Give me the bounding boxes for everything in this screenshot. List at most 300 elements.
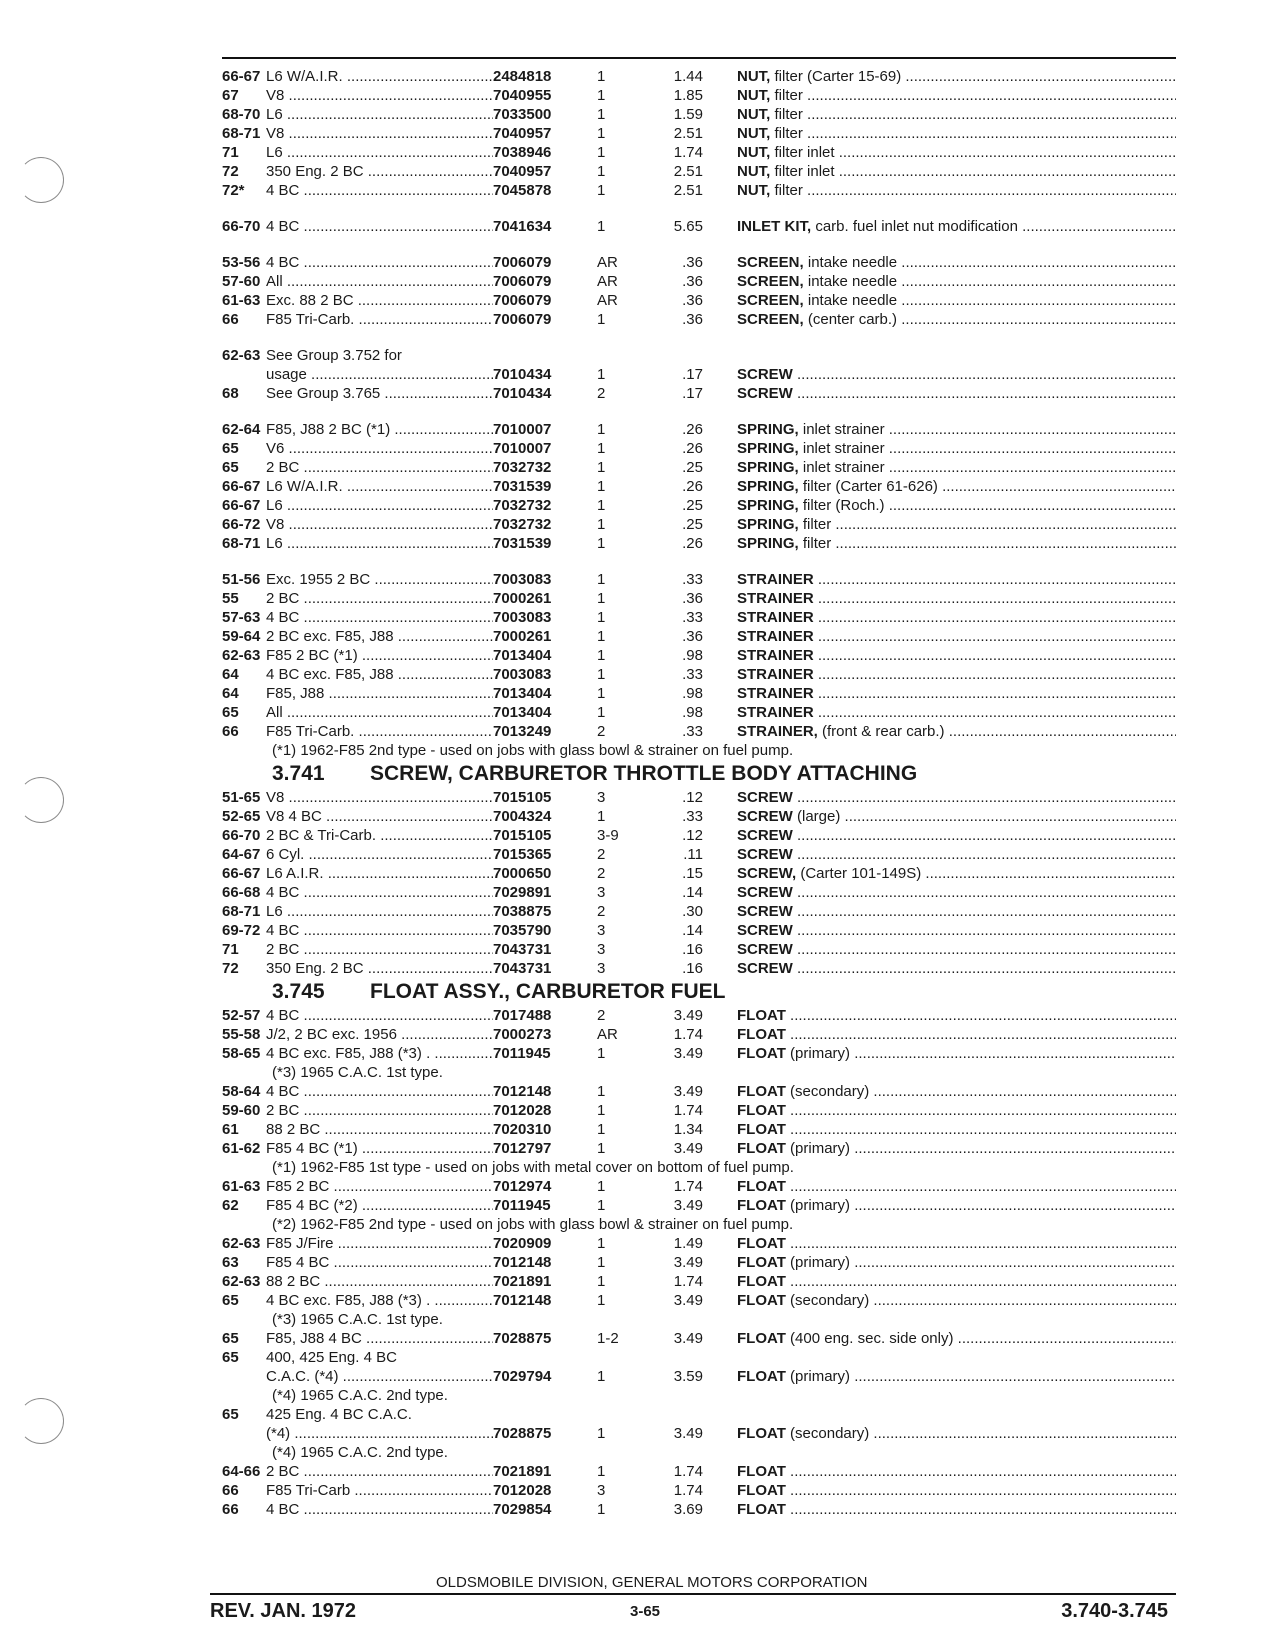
year-cell: 67	[222, 87, 239, 104]
footnote: (*3) 1965 C.A.C. 1st type.	[272, 1064, 443, 1081]
price-cell: .36	[682, 628, 703, 645]
part-number-cell: 7012797	[493, 1140, 552, 1157]
part-number-cell: 7006079	[493, 292, 552, 309]
price-cell: .14	[682, 884, 703, 901]
part-name: STRAINER	[737, 704, 814, 721]
part-number-cell: 7003083	[493, 609, 552, 626]
application-cell: F85, J88 2 BC (*1) .....	[266, 420, 493, 439]
application-cell: All .....	[266, 703, 493, 722]
quantity-cell: 1	[597, 366, 606, 383]
part-number-cell: 7006079	[493, 273, 552, 290]
part-detail: intake needle	[807, 254, 898, 271]
footer-revision: REV. JAN. 1972	[210, 1600, 357, 1622]
application-cell: L6 .....	[266, 143, 493, 162]
application-cell: 4 BC exc. F85, J88 .....	[266, 665, 493, 684]
year-cell: 59-60	[222, 1102, 261, 1119]
part-detail: filter	[774, 106, 803, 123]
quantity-cell: 1	[597, 1425, 606, 1442]
year-cell: 66	[222, 311, 239, 328]
part-name: STRAINER	[737, 590, 814, 607]
quantity-cell: 3	[597, 1482, 606, 1499]
part-number-cell: 7043731	[493, 941, 552, 958]
footer-page-number: 3-65	[630, 1603, 661, 1620]
part-name: SCREW	[737, 366, 793, 383]
year-cell: 72	[222, 163, 239, 180]
part-name: SCREW,	[737, 865, 797, 882]
year-cell: 72*	[222, 182, 245, 199]
description-cell	[737, 124, 1176, 143]
year-cell: 61-63	[222, 292, 261, 309]
quantity-cell: 1	[597, 182, 606, 199]
table-row	[222, 608, 1176, 627]
description-cell	[737, 181, 1176, 200]
quantity-cell: AR	[597, 1026, 618, 1043]
price-cell: .26	[682, 421, 703, 438]
part-name: STRAINER	[737, 571, 814, 588]
part-detail: filter	[774, 87, 803, 104]
quantity-cell	[597, 1405, 635, 1424]
part-number-cell: 7013404	[493, 704, 552, 721]
price-cell: .98	[682, 685, 703, 702]
year-cell: 57-63	[222, 609, 261, 626]
year-cell: 63	[222, 1254, 239, 1271]
application-cell: (*4) .....	[266, 1424, 493, 1443]
quantity-cell: 1	[597, 1102, 606, 1119]
year-cell: 66-67	[222, 865, 261, 882]
application-cell: F85 4 BC (*2) .....	[266, 1196, 493, 1215]
description-cell	[737, 1424, 1176, 1443]
quantity-cell: AR	[597, 273, 618, 290]
part-number-cell: 7013404	[493, 647, 552, 664]
year-cell: 58-65	[222, 1045, 261, 1062]
table-row	[222, 570, 1176, 589]
application-cell: 4 BC .....	[266, 921, 493, 940]
quantity-cell: 1	[597, 106, 606, 123]
price-cell: .16	[682, 941, 703, 958]
part-number-cell: 7012974	[493, 1178, 552, 1195]
description-cell	[737, 665, 1176, 684]
year-cell: 66	[222, 1501, 239, 1518]
part-name: NUT,	[737, 144, 771, 161]
part-number-cell: 7006079	[493, 311, 552, 328]
part-number-cell: 7013404	[493, 685, 552, 702]
table-row	[222, 1272, 1176, 1291]
table-row	[222, 940, 1176, 959]
part-number-cell: 7031539	[493, 535, 552, 552]
year-cell: 62	[222, 1197, 239, 1214]
description-cell	[737, 1291, 1176, 1310]
section-number: 3.741	[272, 762, 325, 785]
section-number: 3.745	[272, 980, 325, 1003]
table-row	[222, 162, 1176, 181]
application-cell: F85 Tri-Carb .....	[266, 1481, 493, 1500]
price-cell: .33	[682, 723, 703, 740]
year-cell: 59-64	[222, 628, 261, 645]
year-cell: 65	[222, 440, 239, 457]
part-number-cell	[493, 1348, 597, 1367]
part-number-cell: 7010434	[493, 366, 552, 383]
part-name: FLOAT	[737, 1140, 786, 1157]
year-cell: 62-63	[222, 347, 261, 364]
part-name: NUT,	[737, 87, 771, 104]
year-cell: 64-67	[222, 846, 261, 863]
price-cell: 1.74	[673, 1102, 703, 1119]
application-cell: 4 BC .....	[266, 1082, 493, 1101]
price-cell: 3.69	[673, 1501, 703, 1518]
part-detail: (secondary)	[790, 1292, 870, 1309]
price-cell: .98	[682, 647, 703, 664]
footnote: (*4) 1965 C.A.C. 2nd type.	[272, 1387, 448, 1404]
table-row	[222, 684, 1176, 703]
description-cell	[737, 477, 1176, 496]
part-number-cell: 7000261	[493, 628, 552, 645]
application-cell: F85 2 BC (*1) .....	[266, 646, 493, 665]
application-cell: F85 J/Fire .....	[266, 1234, 493, 1253]
year-cell: 62-63	[222, 647, 261, 664]
part-name: SPRING,	[737, 459, 799, 476]
description-cell	[737, 1177, 1176, 1196]
part-number-cell: 7029854	[493, 1501, 552, 1518]
year-cell: 72	[222, 960, 239, 977]
application-cell: L6 .....	[266, 902, 493, 921]
part-name: SPRING,	[737, 421, 799, 438]
year-cell: 68-71	[222, 535, 261, 552]
description-cell	[737, 291, 1176, 310]
table-row	[222, 346, 1176, 365]
price-cell: .36	[682, 254, 703, 271]
quantity-cell: 1	[597, 478, 606, 495]
application-cell: usage .....	[266, 365, 493, 384]
price-cell: 3.49	[673, 1007, 703, 1024]
description-cell	[737, 703, 1176, 722]
description-cell	[737, 646, 1176, 665]
application-cell: 425 Eng. 4 BC C.A.C.	[266, 1406, 412, 1423]
table-row	[222, 384, 1176, 403]
price-cell: 3.49	[673, 1292, 703, 1309]
footnote: (*1) 1962-F85 2nd type - used on jobs with glass bowl & strainer on fuel pump.	[272, 742, 794, 759]
price-cell: 1.49	[673, 1235, 703, 1252]
table-row	[222, 1424, 1176, 1443]
part-name: SCREW	[737, 846, 793, 863]
application-cell: 350 Eng. 2 BC .....	[266, 162, 493, 181]
year-cell: 65	[222, 1406, 239, 1423]
price-cell: .16	[682, 960, 703, 977]
year-cell: 62-63	[222, 1235, 261, 1252]
quantity-cell: AR	[597, 254, 618, 271]
part-number-cell: 7010007	[493, 421, 552, 438]
part-name: FLOAT	[737, 1463, 786, 1480]
part-detail: (primary)	[790, 1140, 851, 1157]
part-number-cell: 7011945	[493, 1197, 551, 1214]
part-detail: carb. fuel inlet nut modification	[815, 218, 1018, 235]
year-cell: 53-56	[222, 254, 261, 271]
part-name: SCREW	[737, 922, 793, 939]
price-cell: .25	[682, 497, 703, 514]
description-cell	[737, 365, 1176, 384]
application-cell: 4 BC .....	[266, 253, 493, 272]
application-cell: 2 BC .....	[266, 458, 493, 477]
application-cell: 4 BC exc. F85, J88 (*3) . .....	[266, 1291, 493, 1310]
quantity-cell: 1-2	[597, 1330, 619, 1347]
price-cell: .33	[682, 571, 703, 588]
part-name: SCREW	[737, 941, 793, 958]
part-name: SCREW	[737, 903, 793, 920]
quantity-cell: 1	[597, 1463, 606, 1480]
part-number-cell: 7012148	[493, 1292, 552, 1309]
price-cell	[635, 1348, 737, 1367]
table-row	[222, 1481, 1176, 1500]
price-cell: 3.49	[673, 1425, 703, 1442]
table-row	[222, 921, 1176, 940]
quantity-cell: 1	[597, 535, 606, 552]
year-cell: 65	[222, 1330, 239, 1347]
quantity-cell: 1	[597, 1197, 606, 1214]
part-name: FLOAT	[737, 1121, 786, 1138]
part-name: SCREEN,	[737, 292, 804, 309]
part-name: NUT,	[737, 182, 771, 199]
part-name: FLOAT	[737, 1368, 786, 1385]
quantity-cell: 1	[597, 685, 606, 702]
part-detail: filter inlet	[774, 144, 835, 161]
year-cell: 61-62	[222, 1140, 261, 1157]
description-cell	[737, 589, 1176, 608]
year-cell: 65	[222, 459, 239, 476]
description-cell	[737, 534, 1176, 553]
part-name: FLOAT	[737, 1482, 786, 1499]
year-cell: 66-70	[222, 827, 261, 844]
table-row	[222, 646, 1176, 665]
part-number-cell: 7012148	[493, 1254, 552, 1271]
application-cell: 2 BC exc. F85, J88 .....	[266, 627, 493, 646]
part-number-cell: 7012028	[493, 1102, 552, 1119]
description-cell	[737, 921, 1176, 940]
quantity-cell: 1	[597, 1140, 606, 1157]
year-cell: 61	[222, 1121, 239, 1138]
part-name: NUT,	[737, 106, 771, 123]
part-name: SCREEN,	[737, 311, 804, 328]
price-cell: 1.85	[673, 87, 703, 104]
price-cell: 3.49	[673, 1254, 703, 1271]
description-cell	[737, 788, 1176, 807]
part-name: SPRING,	[737, 440, 799, 457]
table-row	[222, 1120, 1176, 1139]
description-cell	[737, 1120, 1176, 1139]
table-row	[222, 534, 1176, 553]
application-cell: 4 BC .....	[266, 883, 493, 902]
description-cell	[737, 1481, 1176, 1500]
quantity-cell: 1	[597, 459, 606, 476]
application-cell: V8 .....	[266, 515, 493, 534]
year-cell: 65	[222, 1292, 239, 1309]
year-cell: 65	[222, 1349, 239, 1366]
price-cell: .33	[682, 808, 703, 825]
price-cell	[635, 346, 737, 365]
table-row	[222, 1405, 1176, 1424]
quantity-cell: 2	[597, 903, 606, 920]
punch-hole-middle	[18, 777, 64, 823]
part-number-cell: 7021891	[493, 1273, 552, 1290]
application-cell: J/2, 2 BC exc. 1956 .....	[266, 1025, 493, 1044]
part-number-cell: 7020310	[493, 1121, 552, 1138]
table-row	[222, 722, 1176, 741]
table-row	[222, 458, 1176, 477]
application-cell: 4 BC .....	[266, 217, 493, 236]
part-detail: (large)	[797, 808, 841, 825]
part-number-cell: 7017488	[493, 1007, 552, 1024]
table-row	[222, 1348, 1176, 1367]
description-cell	[737, 1462, 1176, 1481]
quantity-cell: 1	[597, 666, 606, 683]
quantity-cell: 1	[597, 704, 606, 721]
part-name: SCREEN,	[737, 254, 804, 271]
quantity-cell: 3	[597, 960, 606, 977]
description-cell	[737, 67, 1176, 86]
quantity-cell: 1	[597, 311, 606, 328]
price-cell: .25	[682, 516, 703, 533]
application-cell: 2 BC & Tri-Carb. .....	[266, 826, 493, 845]
table-row	[222, 124, 1176, 143]
part-number-cell: 7000261	[493, 590, 552, 607]
punch-hole-top	[18, 157, 64, 203]
quantity-cell: 1	[597, 421, 606, 438]
quantity-cell: 3-9	[597, 827, 619, 844]
part-number-cell	[493, 1405, 597, 1424]
price-cell: .17	[682, 366, 703, 383]
quantity-cell: 1	[597, 628, 606, 645]
part-name: STRAINER	[737, 647, 814, 664]
application-cell: 4 BC .....	[266, 181, 493, 200]
year-cell: 71	[222, 941, 239, 958]
table-row	[222, 496, 1176, 515]
part-detail: filter (Carter 61-626)	[802, 478, 938, 495]
year-cell: 68-70	[222, 106, 261, 123]
footer-section-range: 3.740-3.745	[1061, 1600, 1168, 1622]
part-detail: (center carb.)	[807, 311, 898, 328]
table-row	[222, 807, 1176, 826]
table-row	[222, 1177, 1176, 1196]
quantity-cell: 1	[597, 516, 606, 533]
table-row	[222, 864, 1176, 883]
part-number-cell: 7015105	[493, 789, 552, 806]
table-row	[222, 86, 1176, 105]
part-name: FLOAT	[737, 1425, 786, 1442]
application-cell: See Group 3.752 for	[266, 347, 402, 364]
price-cell: .33	[682, 609, 703, 626]
part-name: NUT,	[737, 68, 771, 85]
quantity-cell: 1	[597, 163, 606, 180]
table-row	[222, 310, 1176, 329]
part-detail: inlet strainer	[802, 440, 885, 457]
year-cell: 66-67	[222, 478, 261, 495]
price-cell: 1.74	[673, 1463, 703, 1480]
quantity-cell: 2	[597, 723, 606, 740]
table-row	[222, 291, 1176, 310]
description-cell	[737, 902, 1176, 921]
year-cell	[222, 365, 266, 384]
part-detail: intake needle	[807, 273, 898, 290]
punch-hole-bottom	[18, 1398, 64, 1444]
description-cell	[737, 807, 1176, 826]
quantity-cell: 2	[597, 385, 606, 402]
part-number-cell: 7010007	[493, 440, 552, 457]
quantity-cell: 1	[597, 590, 606, 607]
table-row	[222, 1500, 1176, 1519]
footnote: (*4) 1965 C.A.C. 2nd type.	[272, 1444, 448, 1461]
quantity-cell: 1	[597, 87, 606, 104]
year-cell	[222, 1424, 266, 1443]
price-cell: 3.49	[673, 1330, 703, 1347]
table-row	[222, 1367, 1176, 1386]
price-cell: 1.44	[673, 68, 703, 85]
part-name: SCREW	[737, 884, 793, 901]
application-cell: Exc. 88 2 BC .....	[266, 291, 493, 310]
part-number-cell: 7020909	[493, 1235, 552, 1252]
part-number-cell: 7032732	[493, 516, 552, 533]
part-number-cell: 7003083	[493, 666, 552, 683]
price-cell: 3.49	[673, 1045, 703, 1062]
year-cell: 62-64	[222, 421, 261, 438]
group-spacer	[222, 236, 1176, 253]
application-cell: Exc. 1955 2 BC .....	[266, 570, 493, 589]
part-detail: (secondary)	[790, 1083, 870, 1100]
application-cell: L6 .....	[266, 496, 493, 515]
part-name: STRAINER	[737, 609, 814, 626]
application-cell: 400, 425 Eng. 4 BC	[266, 1349, 397, 1366]
part-name: SPRING,	[737, 478, 799, 495]
price-cell: .30	[682, 903, 703, 920]
part-name: NUT,	[737, 125, 771, 142]
table-row	[222, 845, 1176, 864]
part-name: FLOAT	[737, 1330, 786, 1347]
quantity-cell: 3	[597, 789, 606, 806]
quantity-cell: 1	[597, 609, 606, 626]
part-number-cell	[493, 346, 597, 365]
price-cell: 2.51	[673, 182, 703, 199]
part-detail: (primary)	[790, 1368, 851, 1385]
price-cell: 2.51	[673, 125, 703, 142]
description-cell	[737, 1025, 1176, 1044]
description-cell	[737, 1101, 1176, 1120]
description-cell	[737, 940, 1176, 959]
application-cell: F85 Tri-Carb. .....	[266, 722, 493, 741]
part-name: INLET KIT,	[737, 218, 812, 235]
year-cell: 68	[222, 385, 239, 402]
part-name: NUT,	[737, 163, 771, 180]
part-number-cell: 7040957	[493, 125, 552, 142]
year-cell	[222, 1367, 266, 1386]
part-number-cell: 7013249	[493, 723, 552, 740]
quantity-cell: 1	[597, 808, 606, 825]
part-name: SCREW	[737, 789, 793, 806]
part-number-cell: 7040957	[493, 163, 552, 180]
description-cell	[737, 1329, 1176, 1348]
part-name: SCREW	[737, 960, 793, 977]
description-cell	[737, 1082, 1176, 1101]
part-name: FLOAT	[737, 1197, 786, 1214]
section-heading	[222, 978, 1176, 1006]
part-name: FLOAT	[737, 1292, 786, 1309]
application-cell: 4 BC .....	[266, 1006, 493, 1025]
price-cell: .25	[682, 459, 703, 476]
price-cell: .36	[682, 311, 703, 328]
application-cell: 88 2 BC .....	[266, 1120, 493, 1139]
price-cell: 5.65	[673, 218, 703, 235]
price-cell: 1.74	[673, 1273, 703, 1290]
year-cell: 66	[222, 1482, 239, 1499]
application-cell: F85 Tri-Carb. .....	[266, 310, 493, 329]
part-name: FLOAT	[737, 1178, 786, 1195]
description-cell	[737, 1367, 1176, 1386]
